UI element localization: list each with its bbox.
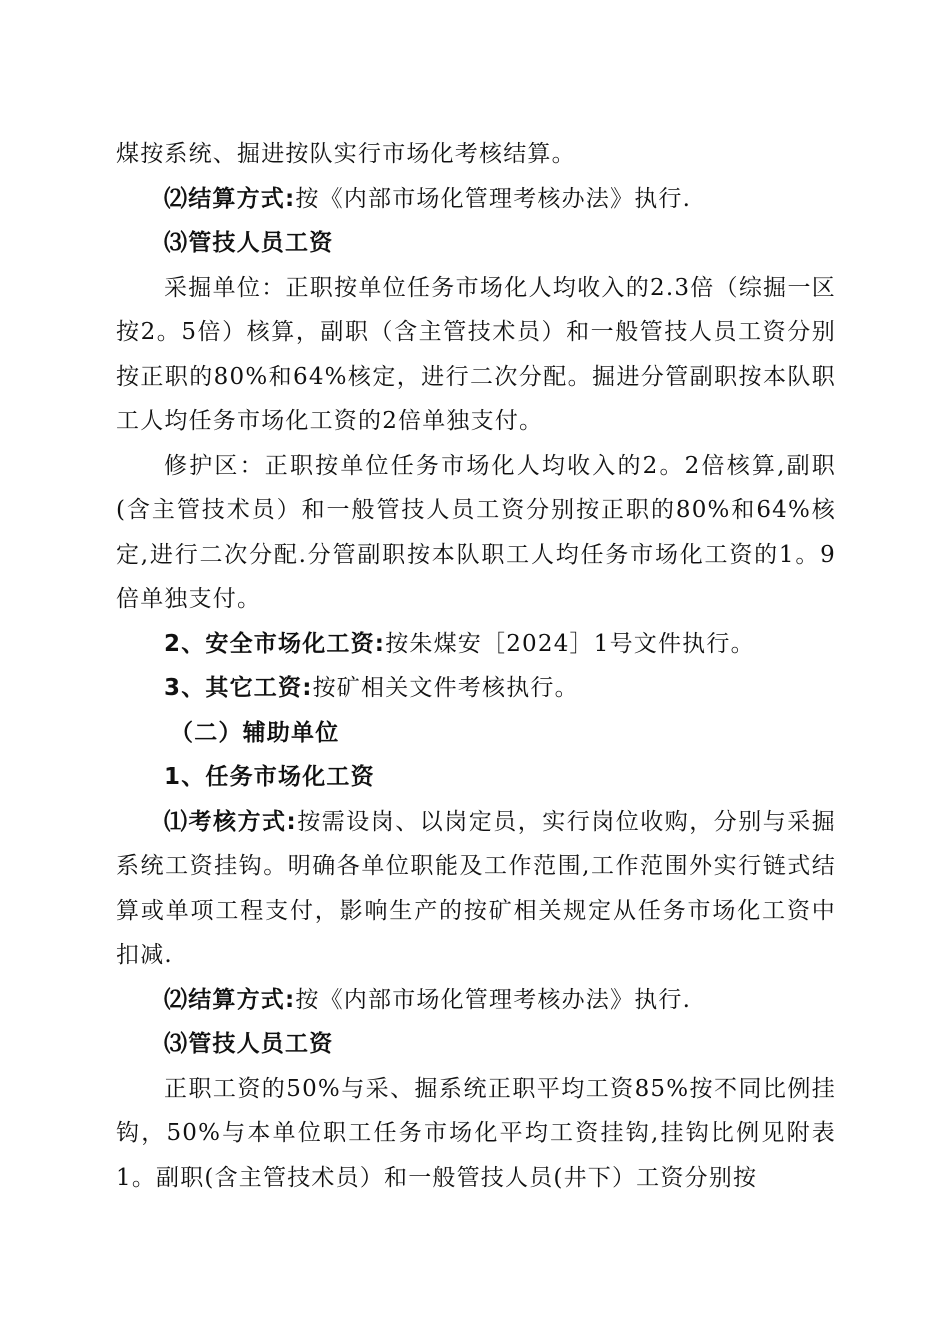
heading-auxiliary-technical-staff-wages: ⑶管技人员工资	[164, 1031, 334, 1057]
paragraph-chief-wage-linkage: 正职工资的50%与采、掘系统正职平均工资85%按不同比例挂钩，50%与本单位职工任务市场化平均工资挂钩,挂钩比例见附表1。副职(含主管技术员）和一般管技人员(井下）工资分别按	[116, 1075, 836, 1191]
paragraph-settlement-method	[116, 177, 836, 222]
paragraph-safety-wages	[116, 622, 836, 667]
document-body	[116, 132, 836, 1200]
heading-technical-staff-wages: ⑶管技人员工资	[164, 230, 334, 256]
assessment-method-text: 按需设岗、以岗定员，实行岗位收购，分别与采掘系统工资挂钩。明确各单位职能及工作范围,工作范围外实行链式结算或单项工程支付，影响生产的按矿相关规定从任务市场化工资中扣减.	[116, 808, 836, 968]
heading-task-market-wages: 1、任务市场化工资	[164, 764, 375, 790]
other-wages-label: 3、其它工资:	[164, 675, 313, 701]
auxiliary-settlement-method-label: ⑵结算方式:	[164, 986, 296, 1013]
heading-auxiliary-units: （二）辅助单位	[170, 719, 340, 746]
settlement-method-text: 按《内部市场化管理考核办法》执行.	[295, 185, 692, 212]
other-wages-text: 按矿相关文件考核执行。	[312, 675, 579, 701]
paragraph-coal-settlement: 煤按系统、掘进按队实行市场化考核结算。	[116, 141, 576, 167]
paragraph-assessment-method	[116, 800, 836, 978]
settlement-method-label: ⑵结算方式:	[164, 185, 296, 212]
auxiliary-settlement-method-text: 按《内部市场化管理考核办法》执行.	[295, 986, 692, 1013]
paragraph-other-wages	[116, 666, 836, 711]
paragraph-repair-area: 修护区：正职按单位任务市场化人均收入的2。2倍核算,副职(含主管技术员）和一般管技人员工资分别按正职的80%和64%核定,进行二次分配.分管副职按本队职工人均任务市场化工资的1。9倍单独支付。	[116, 452, 836, 612]
paragraph-mining-units: 采掘单位：正职按单位任务市场化人均收入的2.3倍（综掘一区按2。5倍）核算，副职（含主管技术员）和一般管技人员工资分别按正职的80%和64%核定，进行二次分配。掘进分管副职按本队职工人均任务市场化工资的2倍单独支付。	[116, 274, 836, 434]
safety-wages-text: 按朱煤安［2024］1号文件执行。	[385, 630, 755, 657]
paragraph-auxiliary-settlement-method	[116, 978, 836, 1023]
safety-wages-label: 2、安全市场化工资:	[164, 630, 386, 657]
assessment-method-label: ⑴考核方式:	[164, 808, 297, 835]
